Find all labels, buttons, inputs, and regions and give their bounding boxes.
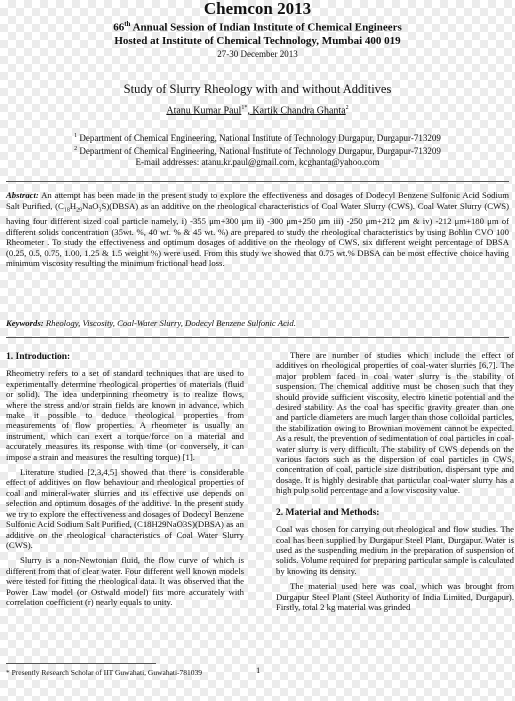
abstract-label: Abstract: xyxy=(6,190,39,200)
right-column xyxy=(276,350,514,617)
affiliation-1: $^1$ Department of Chemical Engineering, National Institute of Technology Durgapur, Durgapur-713209 xyxy=(74,132,441,143)
author-1: Atanu Kumar Paul xyxy=(166,104,242,116)
email-addresses: E-mail addresses: atanu.kr.paul@gmail.com, kcghanta@yahoo.com xyxy=(135,156,380,167)
section-heading-introduction: 1. Introduction: xyxy=(6,352,71,362)
affiliations xyxy=(0,131,515,168)
footnote: * Presently Research Scholar of IIT Guwahati, Guwahati-781039 xyxy=(6,668,203,677)
paragraph: Rheometry refers to a set of standard techniques that are used to experimentally determine rheological properties of materials (fluid or solid). The idea underpinning rheometry is to realize flows, where the stress and/or strain fields are known in advance, which make it possible to deduce rheological properties from measurements of flow properties. A rheometer is usually an instrument, which can exert a torque/force on a material and accurately measures its response with time (or conversely, it can impose a strain and measures the resulting torque) [1]. xyxy=(6,368,244,462)
section-heading-materials: 2. Material and Methods: xyxy=(276,507,380,518)
affiliation-2: $^2$ Department of Chemical Engineering, National Institute of Technology Durgapur, Durgapur-713209 xyxy=(74,145,441,156)
session-line: 66th Annual Session of Indian Institute of Chemical Engineers xyxy=(113,20,402,34)
author-line: Atanu Kumar Paul$^{1*}$, Kartik Chandra Ghanta$^2$ xyxy=(166,104,349,116)
hosted-line: Hosted at Institute of Chemical Technology, Mumbai 400 019 xyxy=(114,34,401,47)
conference-header xyxy=(0,0,515,168)
conference-title: Chemcon 2013 xyxy=(203,0,312,18)
keywords: Keywords: Rheology, Viscosity, Coal-Water Slurry, Dodecyl Benzene Sulfonic Acid. xyxy=(6,318,296,328)
paragraph: Slurry is a non-Newtonian fluid, the flow curve of which is different from that of clear water. Four different well known models were tested for fitting the rheological data. It was observed that the Power Law model (or Ostwald model) fits more accurately with correlation coefficient (r) nearly equals to unity. xyxy=(6,555,244,607)
abstract: Abstract: An attempt has been made in the present study to explore the effectiveness and dosages of Dodecyl Benzene Sulfonic Acid Sodium Salt Purified, $(C_{18}H_{29}NaO_3S)(DBSA)$ as an additive on the rheological characteristics of Coal Water Slurry (CWS). Coal Water Slurry (CWS) having four different sized coal particle namely, i) -355 μm+300 μm ii) -300 μm+250 μm iii) -250 μm+212 μm & iv) -212 μm+180 μm of different solids concentration (35wt. %, 40 wt. % & 45 wt. %) are prepared to study the rheological characteristics by using Bohlin CVO 100 Rheometer . To study the effectiveness and optimum dosages of additive on the rheology of CWS, six different weight percentage of DBSA (0.25, 0.5, 0.75, 1.00, 1.25 & 1.5 weight %) were used. From this study we showed that 0.75 wt.% DBSA can be most effective choice having minimum viscosity resulting the minimum frictional head loss. xyxy=(6,190,509,269)
paragraph: Literature studied [2,3,4,5] showed that there is considerable effect of additives on flow behaviour and rheological properties of coal and mineral-water slurries and its effective use depends on selection and optimum dosages of the additive. In the present study we try to explore the effectiveness and dosages of Dodecyl Benzene Sulfonic Acid Sodium Salt Purified, (C18H29NaO3S)(DBSA) as an additive on the rheological characteristics of Coal Water Slurry (CWS). xyxy=(6,467,244,550)
paper-title: Study of Slurry Rheology with and without Additives xyxy=(123,81,392,96)
page-number: 1 xyxy=(256,665,261,675)
paragraph: There are number of studies which include the effect of additives on rheological properties of coal-water slurries [6,7]. The major problem faced in coal water slurry is the stability of suspension. The chemical additive must be chosen such that they should provide sufficient viscosity, electro kinetic potential and the desired stability. As the coal has specific gravity greater than one and particle diameters are much larger than those colloidal particles, the stabilization owing to Brownian movement cannot be expected. As a result, the prevention of sedimentation of coal particles in coal-water slurry is very difficult. The stability of CWS depends on the various factors such as the dispersion of coal particles in CWS, concentration of coal, particle size distribution, dispersant type and dosage. It is highly desirable that particular coal-water slurry has a high pulp solid percentage and a low viscosity value. xyxy=(276,350,514,496)
footnote-divider xyxy=(6,663,156,664)
keywords-label: Keywords: xyxy=(6,318,44,328)
conference-dates: 27-30 December 2013 xyxy=(217,48,298,59)
paragraph: Coal was chosen for carrying out rheological and flow studies. The coal has been supplied by Durgapur Steel Plant, Durgapur. Water is used as the suspending medium in the preparation of suspension of solids. Volume required for preparing particular sample is calculated by knowing its density. xyxy=(276,524,514,576)
paragraph: The material used here was coal, which was brought from Durgapur Steel Plant (Steel Authority of India Limited, Durgapur). Firstly, total 2 kg material was grinded xyxy=(276,581,514,612)
left-column xyxy=(6,350,244,612)
author-2: , Kartik Chandra Ghanta xyxy=(247,104,346,116)
header-divider xyxy=(6,181,509,182)
abstract-divider xyxy=(6,337,509,338)
